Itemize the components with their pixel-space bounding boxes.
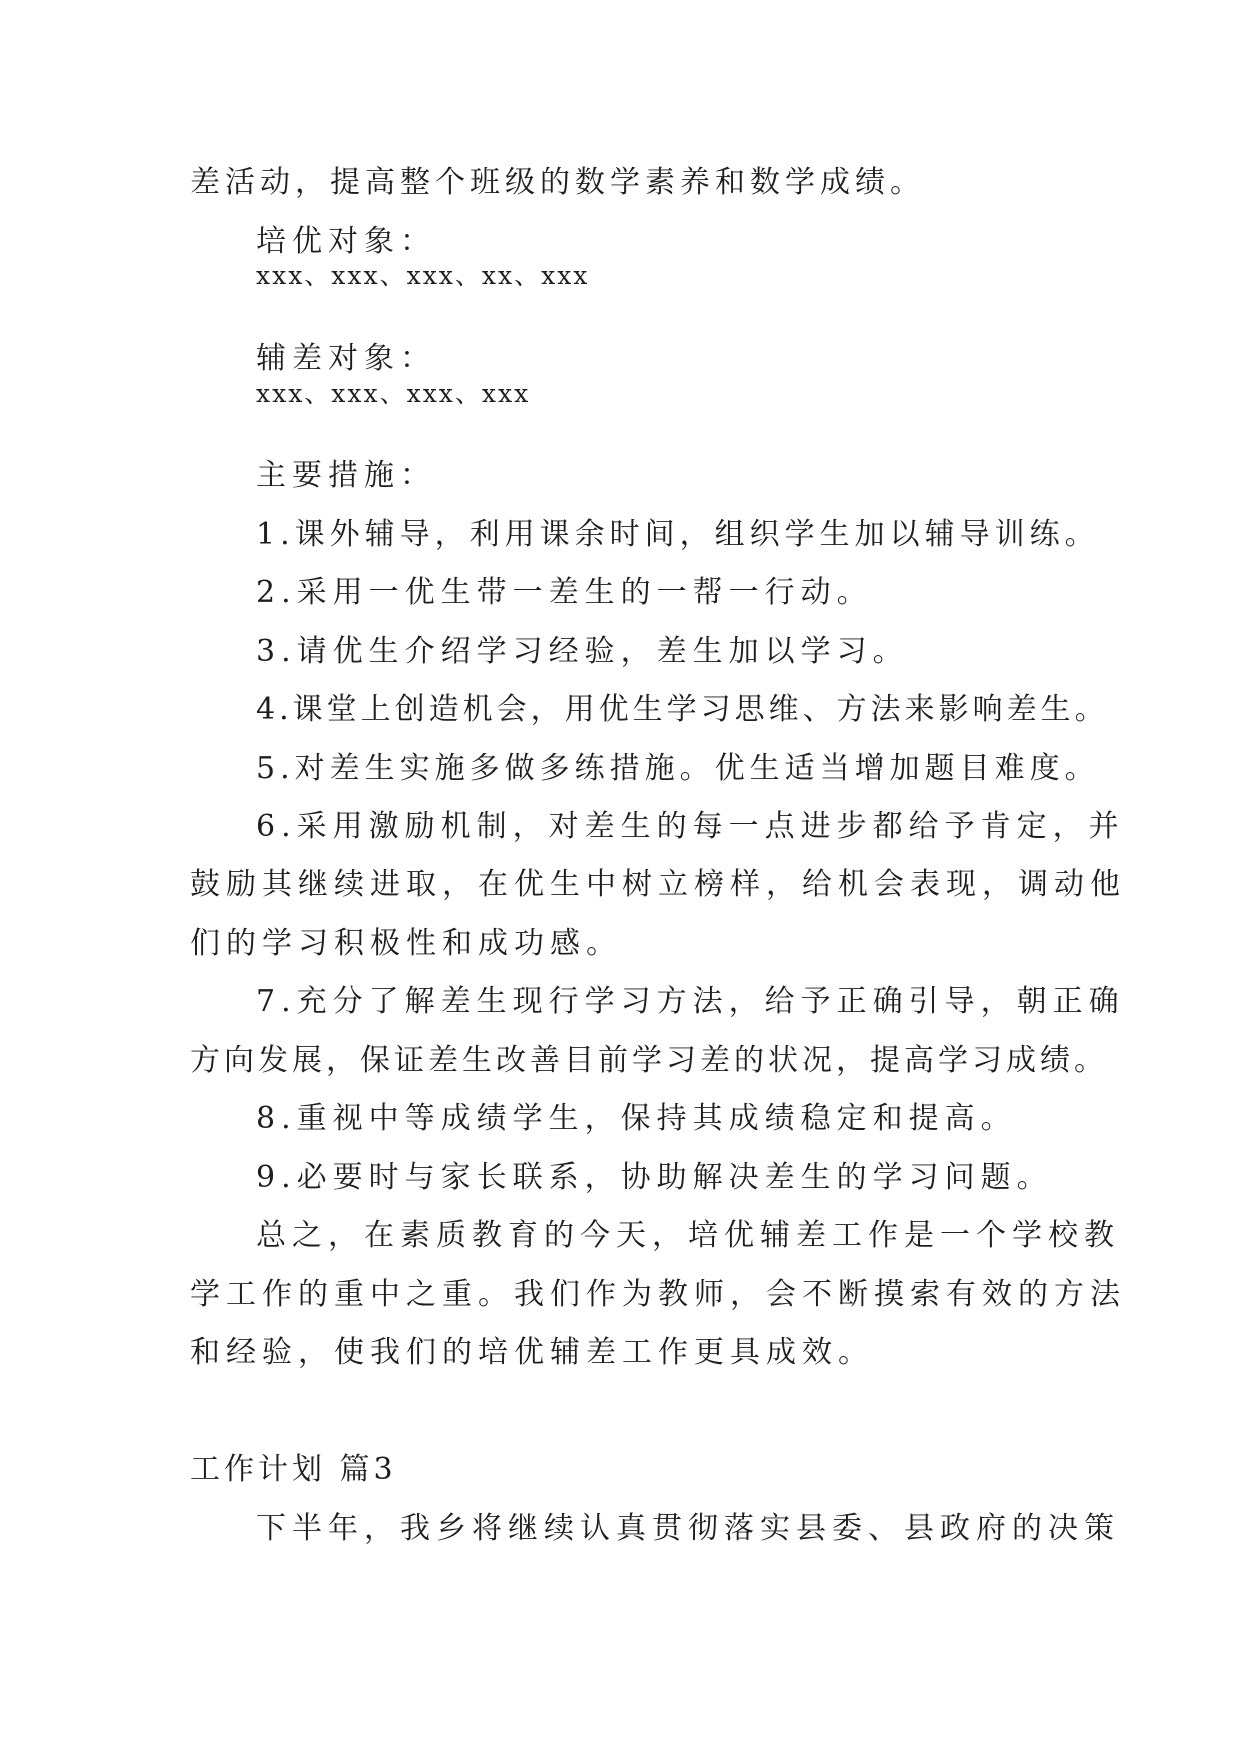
measure-item-6: 6.采用激励机制，对差生的每一点进步都给予肯定，并 xyxy=(256,809,1125,844)
label-main-measures: 主要措施： xyxy=(256,458,436,493)
student-list-fucha: xxx、xxx、xxx、xxx xyxy=(256,379,531,408)
paragraph-line: 方向发展，保证差生改善目前学习差的状况，提高学习成绩。 xyxy=(190,1043,1108,1078)
measure-item-5: 5.对差生实施多做多练措施。优生适当增加题目难度。 xyxy=(256,751,1100,786)
measure-item-3: 3.请优生介绍学习经验，差生加以学习。 xyxy=(256,634,909,669)
paragraph-line: 鼓励其继续进取，在优生中树立榜样，给机会表现，调动他 xyxy=(190,867,1126,902)
measure-item-8: 8.重视中等成绩学生，保持其成绩稳定和提高。 xyxy=(256,1101,1017,1136)
paragraph-line: 差活动，提高整个班级的数学素养和数学成绩。 xyxy=(190,165,925,200)
paragraph-line: 学工作的重中之重。我们作为教师，会不断摸索有效的方法 xyxy=(190,1277,1126,1312)
section-paragraph: 下半年，我乡将继续认真贯彻落实县委、县政府的决策 xyxy=(256,1511,1120,1546)
label-youxiu-targets: 培优对象： xyxy=(256,224,436,259)
paragraph-line: 和经验，使我们的培优辅差工作更具成效。 xyxy=(190,1335,874,1370)
measure-item-9: 9.必要时与家长联系，协助解决差生的学习问题。 xyxy=(256,1160,1053,1195)
section-heading: 工作计划 篇3 xyxy=(190,1452,397,1487)
label-fucha-targets: 辅差对象： xyxy=(256,341,436,376)
measure-item-7: 7.充分了解差生现行学习方法，给予正确引导，朝正确 xyxy=(256,984,1125,1019)
measure-item-4: 4.课堂上创造机会，用优生学习思维、方法来影响差生。 xyxy=(256,692,1109,727)
student-list-youxiu: xxx、xxx、xxx、xx、xxx xyxy=(256,261,590,290)
measure-item-2: 2.采用一优生带一差生的一帮一行动。 xyxy=(256,575,873,610)
paragraph-line: 们的学习积极性和成功感。 xyxy=(190,926,622,961)
measure-item-1: 1.课外辅导，利用课余时间，组织学生加以辅导训练。 xyxy=(256,517,1100,552)
summary-paragraph: 总之，在素质教育的今天，培优辅差工作是一个学校教 xyxy=(256,1218,1120,1253)
